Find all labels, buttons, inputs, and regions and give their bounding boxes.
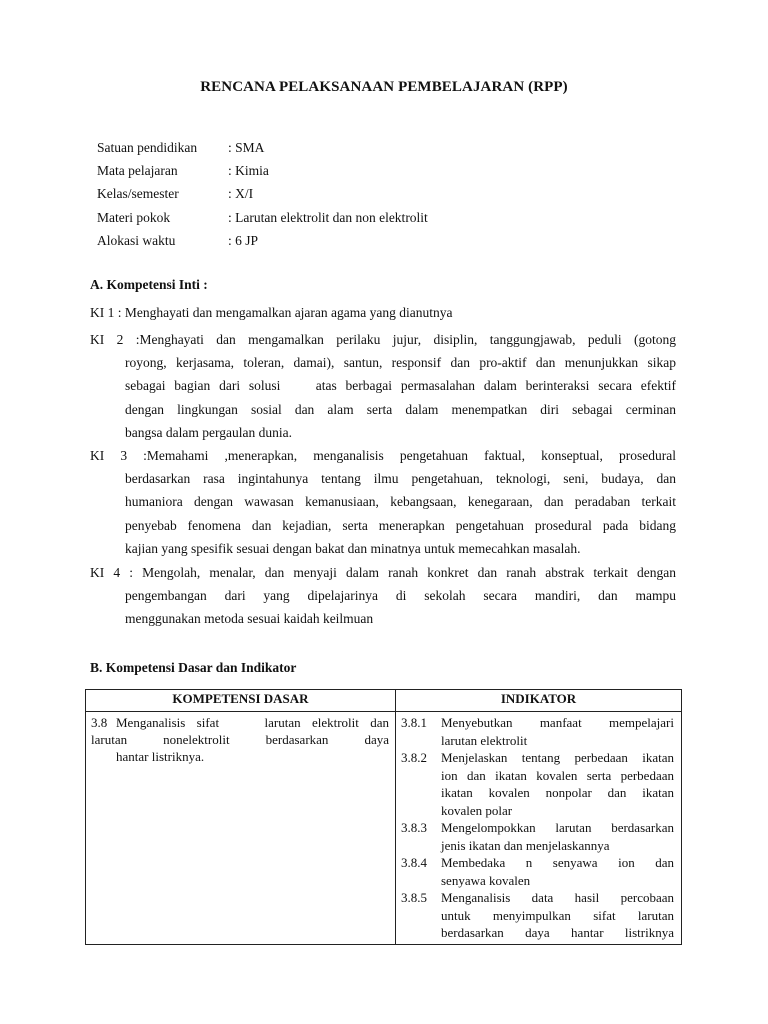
indicator-number: 3.8.3 <box>401 820 427 835</box>
ki-line: royong, kerjasama, toleran, damai), santun, responsif dan pro-aktif dan menunjukkan sikap <box>125 355 676 371</box>
indicator-line: kovalen polar <box>441 802 513 818</box>
kd-text-line: larutan nonelektrolit berdasarkan daya <box>91 731 389 747</box>
identity-row <box>97 229 428 252</box>
ki-line: KI 3 :Memahami ,menerapkan, menganalisis pengetahuan faktual, konseptual, prosedural <box>90 448 676 463</box>
identity-label: Alokasi waktu <box>97 232 176 248</box>
table-header-row <box>86 690 682 712</box>
indicator-item <box>401 749 674 819</box>
indicator-line: senyawa kovalen <box>441 872 531 888</box>
document-title: RENCANA PELAKSANAAN PEMBELAJARAN (RPP) <box>200 79 568 95</box>
indicator-line: Menyebutkan manfaat mempelajari <box>441 715 674 730</box>
identity-row <box>97 206 428 229</box>
indicator-line: ion dan ikatan kovalen serta perbedaan <box>441 767 674 783</box>
indicator-item <box>401 819 674 854</box>
ki-line: penyebab fenomena dan kejadian, serta menerapkan pengetahuan prosedural pada bidang <box>125 517 676 533</box>
identity-block <box>97 136 428 252</box>
identity-value: : SMA <box>228 140 265 155</box>
indicator-line: ikatan kovalen nonpolar dan ikatan <box>441 785 674 800</box>
identity-value: : 6 JP <box>228 232 259 248</box>
ki-1-paragraph <box>90 301 676 324</box>
identity-value: : Kimia <box>228 163 269 179</box>
ki-3-paragraph <box>90 444 676 560</box>
ki-line: bangsa dalam pergaulan dunia. <box>125 424 292 440</box>
ki-line: menggunakan metoda sesuai kaidah keilmuan <box>125 611 374 627</box>
indicator-line: berdasarkan daya hantar listriknya <box>441 925 674 940</box>
ki-line: humaniora dengan wawasan kemanusiaan, kebangsaan, kenegaraan, dan peradaban terkait <box>125 494 676 510</box>
section-b-heading: B. Kompetensi Dasar dan Indikator <box>90 660 297 675</box>
indicator-number: 3.8.5 <box>401 890 427 905</box>
identity-value: : X/I <box>228 186 254 202</box>
ki-line: berdasarkan rasa ingintahunya tentang ilmu pengetahuan, teknologi, seni, budaya, dan <box>125 471 676 487</box>
indicator-line: Membedaka n senyawa ion dan <box>441 855 674 870</box>
ki-line: KI 1 : Menghayati dan mengamalkan ajaran agama yang dianutnya <box>90 305 453 320</box>
identity-label: Satuan pendidikan <box>97 140 198 155</box>
table-row <box>86 712 682 945</box>
indicator-line: untuk menyimpulkan sifat larutan <box>441 907 674 923</box>
ki-line: kajian yang spesifik sesuai dengan bakat dan minatnya untuk memecahkan masalah. <box>125 540 581 556</box>
indicator-item <box>401 854 674 889</box>
ki-line: pengembangan dari yang dipelajarinya di sekolah secara mandiri, dan mampu <box>125 588 676 604</box>
indicator-cell <box>396 712 682 945</box>
indicator-line: Menganalisis data hasil percobaan <box>441 890 674 905</box>
ki-line: KI 2 :Menghayati dan mengamalkan perilaku jujur, disiplin, tanggungjawab, peduli (gotong <box>90 332 676 347</box>
kd-text-line: hantar listriknya. <box>116 749 205 764</box>
identity-row <box>97 182 428 205</box>
ki-line: dengan lingkungan sosial dan alam serta dalam menempatkan diri sebagai cerminan <box>125 401 676 417</box>
identity-row <box>97 136 428 159</box>
identity-label: Materi pokok <box>97 209 171 225</box>
ki-line: KI 4 : Mengolah, menalar, dan menyaji dalam ranah konkret dan ranah abstrak terkait dengan <box>90 565 676 580</box>
indicator-item <box>401 889 674 942</box>
identity-label: Mata pelajaran <box>97 163 178 179</box>
indicator-line: larutan elektrolit <box>441 732 528 748</box>
indicator-column-header: INDIKATOR <box>396 690 682 712</box>
kd-text-line: Menganalisis sifat larutan elektrolit dan <box>116 715 389 730</box>
indicator-number: 3.8.1 <box>401 715 427 730</box>
kd-indicator-table <box>85 689 682 945</box>
kd-cell <box>86 712 396 945</box>
indicator-line: Mengelompokkan larutan berdasarkan <box>441 820 674 835</box>
identity-label: Kelas/semester <box>97 186 179 202</box>
indicator-line: Menjelaskan tentang perbedaan ikatan <box>441 750 674 765</box>
indicator-line: jenis ikatan dan menjelaskannya <box>441 837 610 853</box>
kd-entry <box>91 714 389 732</box>
indicator-number: 3.8.4 <box>401 855 427 870</box>
section-a-heading: A. Kompetensi Inti : <box>90 277 208 292</box>
indicator-number: 3.8.2 <box>401 750 427 765</box>
ki-2-paragraph <box>90 328 676 444</box>
ki-line: sebagai bagian dari solusi atas berbagai permasalahan dalam berinteraksi secara efektif <box>125 378 676 394</box>
kd-number: 3.8 <box>91 715 108 730</box>
identity-value: : Larutan elektrolit dan non elektrolit <box>228 209 428 225</box>
identity-row <box>97 159 428 182</box>
indicator-item <box>401 714 674 749</box>
ki-4-paragraph <box>90 561 676 631</box>
kd-column-header: KOMPETENSI DASAR <box>86 690 396 712</box>
